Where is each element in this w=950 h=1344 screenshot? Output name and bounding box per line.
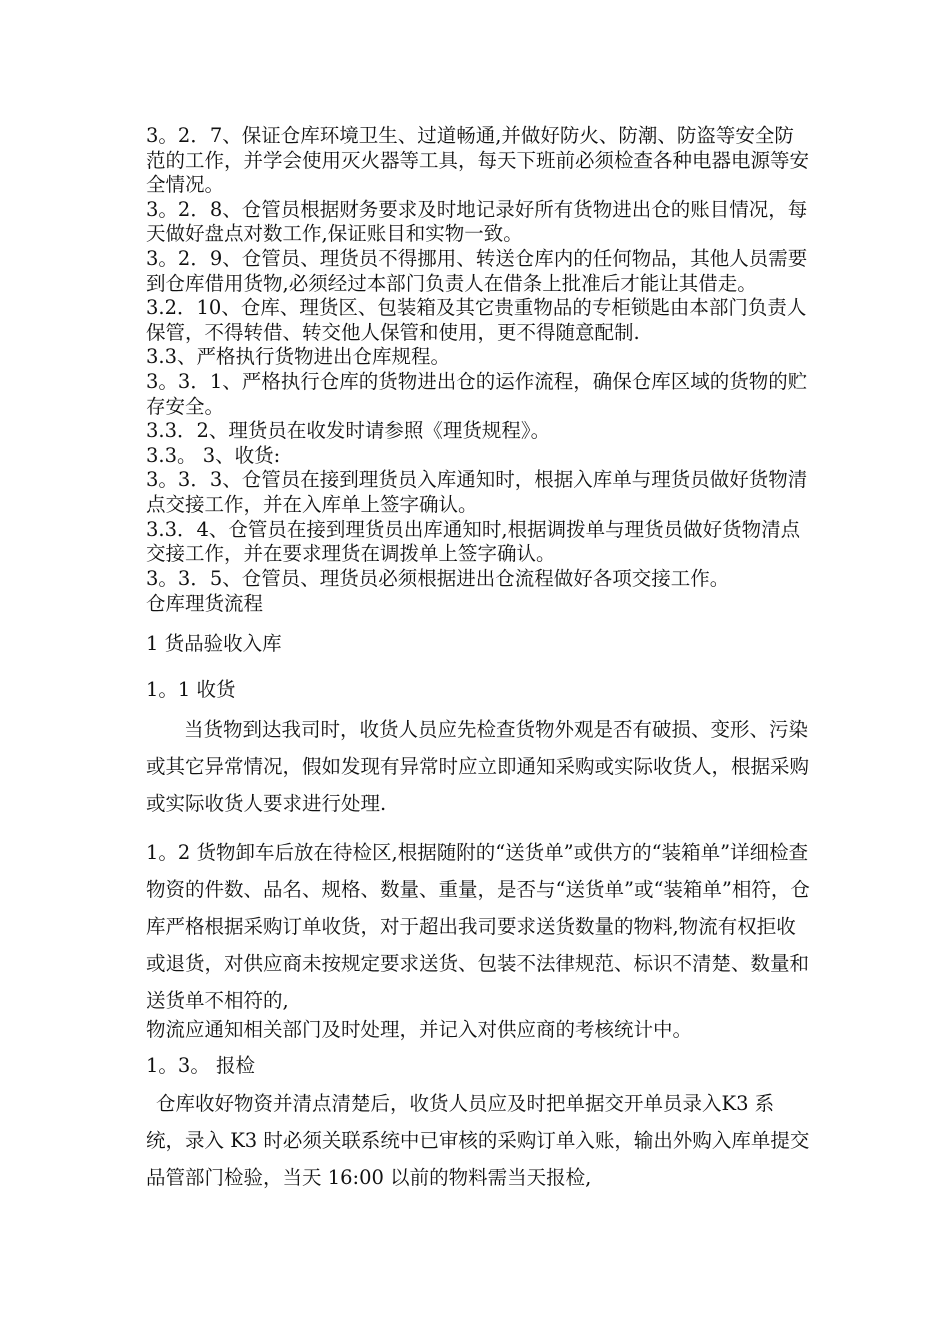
paragraph-3-3: 3.3、严格执行货物进出仓库规程。 [146,345,451,369]
paragraph-3-3-4: 3.3．4、仓管员在接到理货员出库通知时,根据调拨单与理货员做好货物清点交接工作，并在要求理货在调拨单上签字确认。 [146,517,801,566]
section-1-3-heading: 1。3。 报检 [146,1054,256,1078]
paragraph-3-3-1: 3。3．1、严格执行仓库的货物进出仓的运作流程，确保仓库区域的货物的贮存安全。 [146,369,808,418]
paragraph-3-2-9: 3。2．9、仓管员、理货员不得挪用、转送仓库内的任何物品，其他人员需要到仓库借用货物,必须经过本部门负责人在借条上批准后才能让其借走。 [146,246,808,295]
paragraph-3-3-3-heading: 3.3。 3、收货: [146,443,281,467]
paragraph-3-3-5: 3。3．5、仓管员、理货员必须根据进出仓流程做好各项交接工作。 [146,566,730,590]
document-title: 仓库理货流程 [146,592,264,616]
section-1-heading: 1 货品验收入库 [146,632,282,656]
paragraph-3-3-3: 3。3．3、仓管员在接到理货员入库通知时，根据入库单与理货员做好货物清点交接工作，并在入库单上签字确认。 [146,468,808,516]
document-body [146,124,810,1196]
paragraph-1-1: 当货物到达我司时，收货人员应先检查货物外观是否有破损、变形、污染或其它异常情况，假如发现有异常时应立即通知采购或实际收货人，根据采购或实际收货人要求进行处理. [146,718,810,816]
paragraph-3-3-2: 3.3．2、理货员在收发时请参照《理货规程》。 [146,419,551,443]
paragraph-1-2: 1。2 货物卸车后放在待检区,根据随附的“送货单”或供方的“装箱单”详细检查物资的件数、品名、规格、数量、重量，是否与“送货单”或“装箱单”相符，仓库严格根据采购订单收货，对于超出我司要求送货数量的物料,物流有权拒收或退货，对供应商未按规定要求送货、包装不法律规范、标识不清楚、数量和送货单不相符的, [146,841,810,1013]
section-1-1-heading: 1。1 收货 [146,678,236,702]
paragraph-1-2-end: 物流应通知相关部门及时处理，并记入对供应商的考核统计中。 [146,1018,693,1042]
paragraph-3-2-8: 3。2．8、仓管员根据财务要求及时地记录好所有货物进出仓的账目情况，每天做好盘点对数工作,保证账目和实物一致。 [146,197,808,246]
paragraph-3-2-10: 3.2．10、仓库、理货区、包装箱及其它贵重物品的专柜锁匙由本部门负责人保管，不得转借、转交他人保管和使用，更不得随意配制. [146,296,807,344]
paragraph-3-2-7: 3。2．7、保证仓库环境卫生、过道畅通,并做好防火、防潮、防盗等安全防范的工作，并学会使用灭火器等工具，每天下班前必须检查各种电器电源等安全情况。 [146,124,810,197]
paragraph-1-3: 仓库收好物资并清点清楚后，收货人员应及时把单据交开单员录入K3 系统，录入 K3 时必须关联系统中已审核的采购订单入账，输出外购入库单提交品管部门检验，当天 16:00 以前的物料需当天报检, [146,1092,810,1190]
